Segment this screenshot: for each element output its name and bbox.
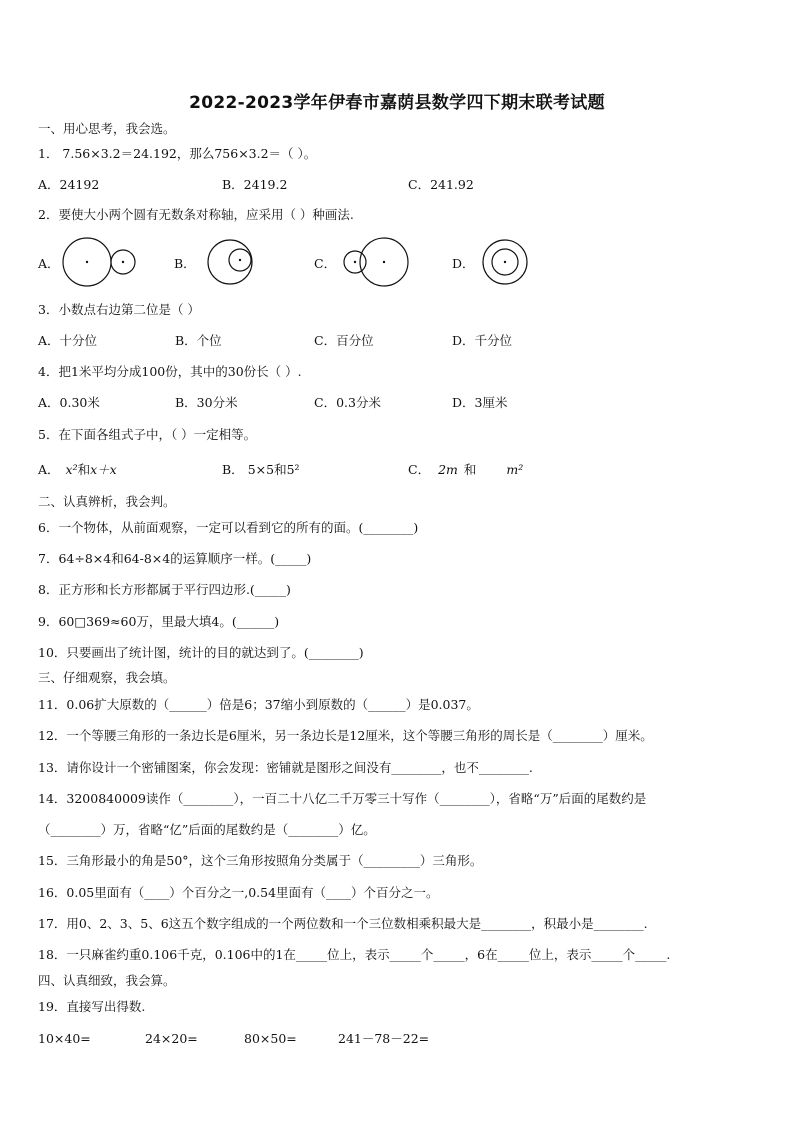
question-3-option-c: C．百分位 [314,333,374,348]
question-13: 13．请你设计一个密铺图案，你会发现：密铺就是图形之间没有________，也不________. [38,760,533,775]
question-5-option-a-label: A． [38,462,60,477]
question-1-option-c: C．241.92 [408,177,474,192]
question-2-option-c-label: C． [314,256,337,271]
question-19-item-3: 80×50= [244,1031,297,1046]
question-19-item-2: 24×20= [145,1031,198,1046]
section-4-heading: 四、认真细致，我会算。 [38,973,176,988]
question-5-option-c [408,462,523,478]
question-4-option-d: D．3厘米 [452,395,508,410]
question-5-option-a [38,462,117,478]
question-5-stem: 5．在下面各组式子中，（ ）一定相等。 [38,427,257,442]
question-14-line-2: （________）万，省略“亿”后面的尾数约是（________）亿。 [38,822,376,837]
question-5-option-a-expr1: x² [65,462,78,477]
question-2-option-b-label: B． [174,256,196,271]
question-8: 8．正方形和长方形都属于平行四边形.(_____) [38,582,291,597]
question-12: 12．一个等腰三角形的一条边长是6厘米，另一条边长是12厘米，这个等腰三角形的周长是（________）厘米。 [38,728,653,743]
question-5-option-a-expr2: x＋x [90,462,117,477]
question-1-option-b: B．2419.2 [222,177,288,192]
question-19-stem: 19．直接写出得数. [38,999,146,1014]
question-3-stem: 3．小数点右边第二位是（ ） [38,302,200,317]
question-5-option-c-expr1: 2m [438,462,458,477]
question-2-stem: 2．要使大小两个圆有无数条对称轴，应采用（ ）种画法. [38,207,354,222]
question-16: 16．0.05里面有（____）个百分之一,0.54里面有（____）个百分之一。 [38,885,439,900]
section-2-heading: 二、认真辨析，我会判。 [38,494,176,509]
section-3-heading: 三、仔细观察，我会填。 [38,670,176,685]
question-7: 7．64÷8×4和64-8×4的运算顺序一样。(_____) [38,551,312,566]
question-4-option-a: A．0.30米 [38,395,100,410]
question-10: 10．只要画出了统计图，统计的目的就达到了。(________) [38,645,364,660]
question-19-item-4: 241－78－22= [338,1031,430,1046]
section-1-heading: 一、用心思考，我会选。 [38,121,176,136]
question-2-option-a-figure [60,234,140,294]
question-2-option-a-label: A． [38,256,60,271]
question-3-option-d: D．千分位 [452,333,513,348]
question-5-option-a-mid: 和 [77,462,91,477]
question-14-line-1: 14．3200840009读作（________），一百二十八亿二千万零三十写作（________），省略“万”后面的尾数约是 [38,791,647,806]
question-2-option-c-figure [340,234,420,294]
question-15: 15．三角形最小的角是50°，这个三角形按照角分类属于（_________）三角形。 [38,853,483,868]
question-4-stem: 4．把1米平均分成100份，其中的30份长（ ）. [38,364,302,379]
question-2-option-d-label: D． [452,256,475,271]
question-2-option-d-figure [478,234,538,294]
question-3-option-b: B．个位 [175,333,222,348]
question-1-option-a: A．24192 [38,177,100,192]
question-5-option-c-mid: 和 [463,462,477,477]
question-17: 17．用0、2、3、5、6这五个数字组成的一个两位数和一个三位数相乘积最大是________，积最小是________. [38,916,648,931]
question-4-option-c: C．0.3分米 [314,395,381,410]
question-9: 9．60□369≈60万，里最大填4。(______) [38,614,280,629]
question-2-option-b-figure [204,234,264,294]
question-18: 18．一只麻雀约重0.106千克，0.106中的1在_____位上，表示_____个_____，6在_____位上，表示_____个_____. [38,947,671,962]
question-1-stem: 1． 7.56×3.2＝24.192，那么756×3.2＝（ ）。 [38,146,317,161]
question-3-option-a: A．十分位 [38,333,98,348]
question-4-option-b: B．30分米 [175,395,238,410]
question-5-option-b-expr: 5×5和5² [247,462,300,477]
question-5-option-c-label: C． [408,462,431,477]
question-19-item-1: 10×40= [38,1031,91,1046]
question-5-option-c-expr2: m² [506,462,524,477]
question-5-option-b [222,462,300,478]
question-6: 6．一个物体，从前面观察，一定可以看到它的所有的面。(________) [38,520,419,535]
page-title: 2022-2023学年伊春市嘉荫县数学四下期末联考试题 [189,93,605,113]
question-5-option-b-label: B． [222,462,244,477]
question-11: 11．0.06扩大原数的（______）倍是6；37缩小到原数的（______）是0.037。 [38,697,479,712]
